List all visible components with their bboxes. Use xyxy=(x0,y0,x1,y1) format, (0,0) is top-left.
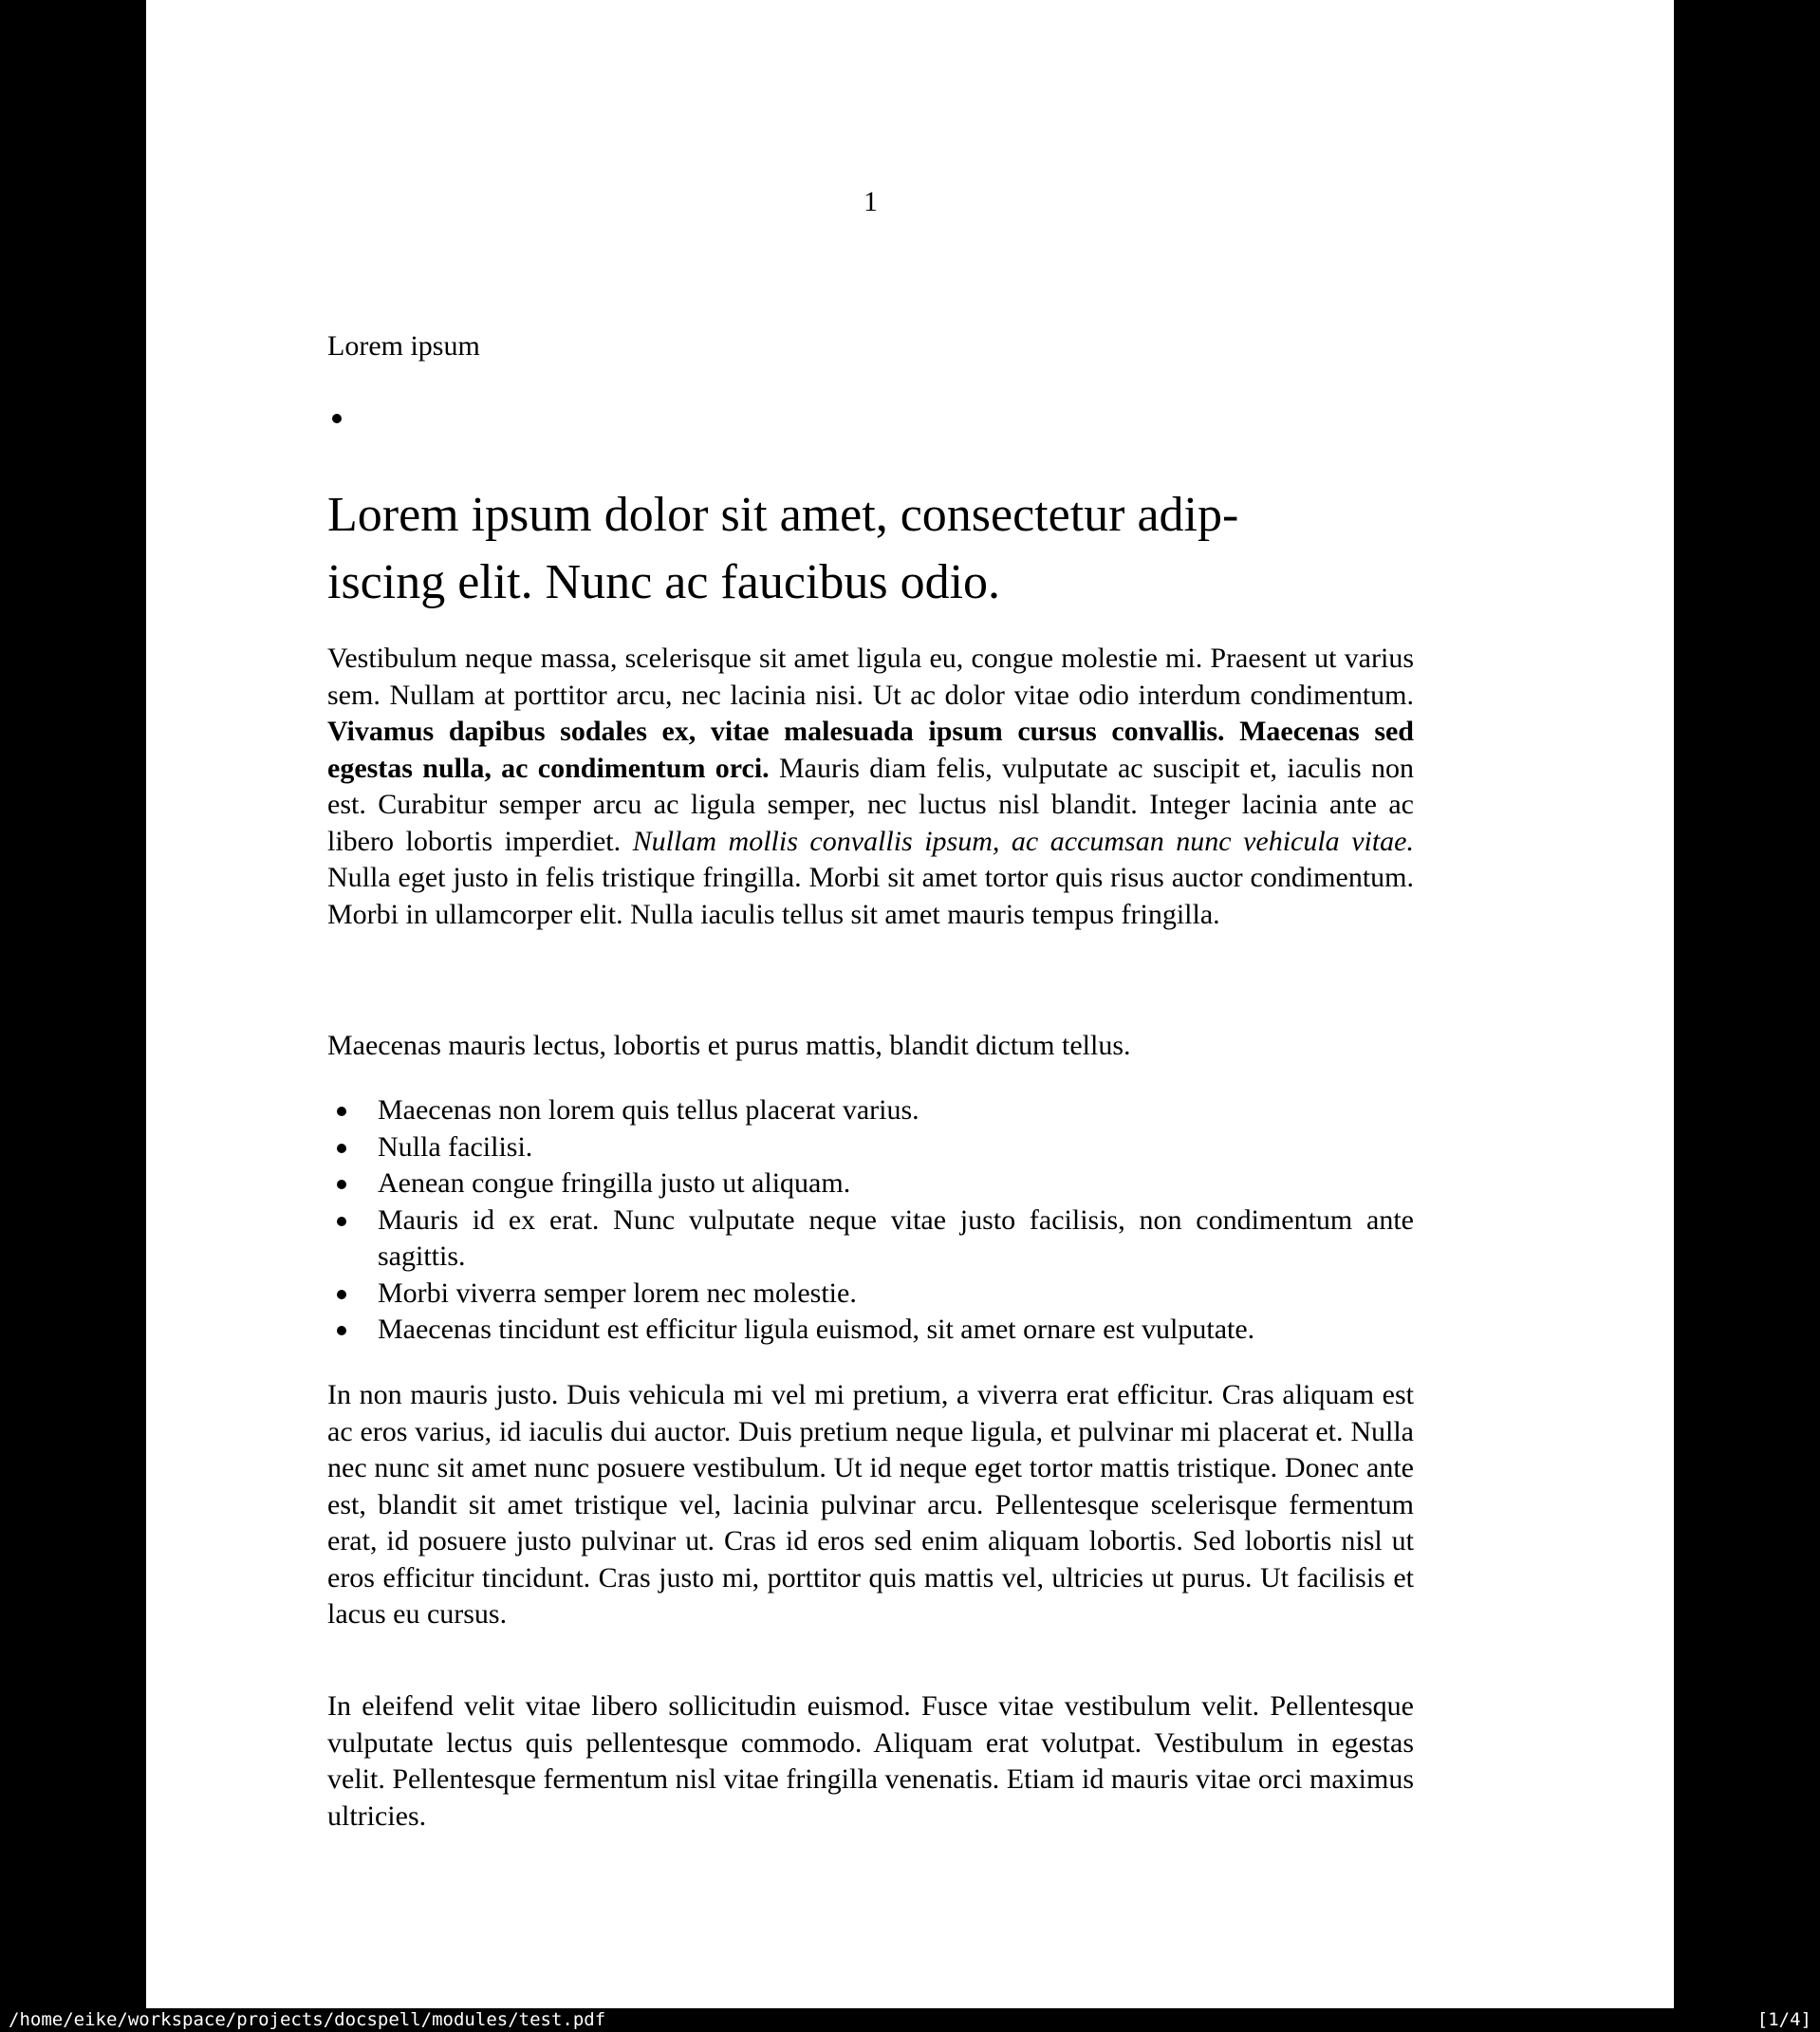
viewer-statusbar xyxy=(0,2008,1820,2032)
paragraph-1 xyxy=(327,641,1414,933)
bullet-icon xyxy=(337,1290,346,1299)
list-item xyxy=(327,1276,1414,1313)
list-item-text: Nulla facilisi. xyxy=(378,1130,533,1163)
list-item-text: Aenean congue fringilla justo ut aliquam. xyxy=(378,1167,851,1199)
bullet-icon xyxy=(337,1326,346,1335)
paragraph-run: Nulla eget justo in felis tristique fringilla. Morbi sit amet tortor quis risus auctor condimentum. Morbi in ullamcorper elit. Nulla iaculis tellus sit amet mauris tempus fringilla. xyxy=(327,862,1414,930)
list-item xyxy=(327,1312,1414,1349)
paragraph-3: In non mauris justo. Duis vehicula mi vel mi pretium, a viverra erat efficitur. Cras aliquam est ac eros varius, id iaculis dui auctor. Duis pretium neque ligula, et pulvinar mi placerat et. Nulla nec nunc sit amet nunc posuere vestibulum. Ut id neque eget tortor mattis tristique. Donec ante est, blandit sit amet tristique vel, lacinia pulvinar arcu. Pellentesque scelerisque fermentum erat, id posuere justo pulvinar ut. Cras id eros sed enim aliquam lobortis. Sed lobortis nisl ut eros efficitur tincidunt. Cras justo mi, porttitor quis mattis vel, ultricies ut purus. Ut facilisis et lacus eu cursus. xyxy=(327,1379,1414,1630)
page-number: 1 xyxy=(864,186,878,217)
bullet-list xyxy=(327,1092,1414,1349)
empty-list-item xyxy=(332,411,342,428)
statusbar-file-path: /home/eike/workspace/projects/docspell/modules/test.pdf xyxy=(9,2009,606,2030)
bullet-icon xyxy=(337,1180,346,1189)
paragraph-run: Vestibulum neque massa, scelerisque sit amet ligula eu, congue molestie mi. Praesent ut varius sem. Nullam at porttitor arcu, nec lacinia nisi. Ut ac dolor vitae odio interdum condimentum. xyxy=(327,643,1414,711)
paragraph-4: In eleifend velit vitae libero sollicitudin euismod. Fusce vitae vestibulum velit. Pellentesque vulputate lectus quis pellentesque commodo. Aliquam erat volutpat. Vestibulum in egestas velit. Pellentesque fermentum nisl vitae fringilla venenatis. Etiam id mauris vitae orci maximus ultricies. xyxy=(327,1690,1414,1832)
paragraph-2: Maecenas mauris lectus, lobortis et purus mattis, blandit dictum tellus. xyxy=(327,1030,1131,1061)
list-item-text: Maecenas non lorem quis tellus placerat varius. xyxy=(378,1094,919,1126)
document-title-line1: Lorem ipsum dolor sit amet, consectetur adip- xyxy=(327,488,1239,542)
list-item xyxy=(327,1129,1414,1166)
paragraph-run-italic: Nullam mollis convallis ipsum, ac accumsan nunc vehicula vitae. xyxy=(632,825,1415,857)
list-item xyxy=(327,1165,1414,1202)
header-note: Lorem ipsum xyxy=(327,330,480,362)
text-block xyxy=(327,0,1414,2008)
list-item-text: Morbi viverra semper lorem nec molestie. xyxy=(378,1277,857,1309)
list-item xyxy=(327,1092,1414,1129)
list-item-text: Mauris id ex erat. Nunc vulputate neque vitae justo facilisis, non condimentum ante sagittis. xyxy=(378,1203,1414,1272)
bullet-icon xyxy=(337,1217,346,1226)
bullet-icon xyxy=(332,414,342,423)
statusbar-page-indicator: [1/4] xyxy=(1756,2009,1811,2030)
bullet-icon xyxy=(337,1107,346,1116)
list-item-text: Maecenas tincidunt est efficitur ligula euismod, sit amet ornare est vulputate. xyxy=(378,1314,1255,1345)
paragraph-run: Mauris diam felis, vulputate ac suscipit et, iaculis non est. Curabitur semper arcu ac ligula semper, nec luctus nisl blandit. Integer lacinia ante ac libero lobortis imperdiet. xyxy=(327,752,1414,857)
document-page xyxy=(146,0,1674,2008)
document-title-line2: iscing elit. Nunc ac faucibus odio. xyxy=(327,555,1001,609)
paragraph-run-bold: Vivamus dapibus sodales ex, vitae malesuada ipsum cursus convallis. Maecenas sed egestas nulla, ac condimentum orci. xyxy=(327,716,1414,784)
bullet-icon xyxy=(337,1144,346,1153)
list-item xyxy=(327,1202,1414,1276)
document-title xyxy=(327,481,1414,616)
